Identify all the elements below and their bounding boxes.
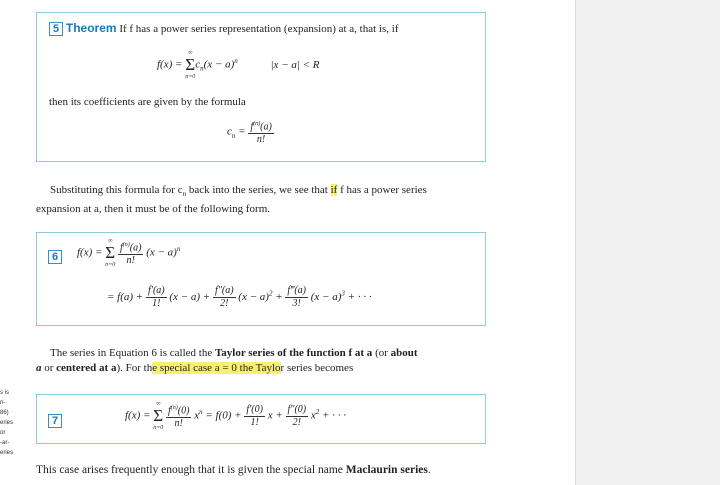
paragraph-substitution: Substituting this formula for $c_n$ back into the series, we see that if f has a power series expansion at a, then it must be of the following form. (36, 184, 427, 216)
paragraph-taylor-definition: The series in Equation 6 is called the Taylor series of the function f at a (or about a or centered at a). For the special case a = 0 the Taylor series becomes (36, 347, 418, 374)
highlight-special-case: e special case a = 0 the Taylo (152, 362, 281, 374)
equation-7-number: 7 (48, 414, 62, 428)
theorem-5-box (36, 12, 486, 162)
theorem-number: 5 (49, 22, 63, 36)
maclaurin-series-formula: f(x) = ∞ Σ n=0 $\frac{f^{(n)}(0)}{n!}$ $x^n = f(0)$ + $\frac{f'(0)}{1!}$ x + $\frac{f''(0)}{2!}$ $x^2$ + · · · (125, 401, 346, 431)
power-series-formula: f(x) = ∞ Σ n=0 $c_n(x - a)^n$ |x − a| < R (157, 50, 320, 80)
term-maclaurin-series: Maclaurin series (345, 464, 428, 476)
taylor-series-sum: f(x) = ∞ Σ n=0 $\frac{f^{(n)}(a)}{n!}$ $(x - a)^n$ (77, 238, 181, 268)
coefficient-formula: $c_n$ = $\frac{f^{(n)}(a)}{n!}$ (227, 118, 274, 146)
paragraph-maclaurin: This case arises frequently enough that it is given the special name Maclaurin series. (36, 464, 431, 476)
theorem-label: Theorem (65, 21, 117, 35)
theorem-follow-text: then its coefficients are given by the formula (49, 96, 246, 108)
viewer-side-panel (575, 0, 720, 485)
highlight-if: if (330, 184, 338, 196)
taylor-series-expanded: = f(a) + $\frac{f'(a)}{1!}$ (x − a) + $\frac{f''(a)}{2!}$ $(x - a)^2$ + $\frac{f‴(a)}{3!}$ $(x - a)^3$ + · · · (107, 285, 372, 309)
margin-note-fragment: s is n- 86) eries or -ar- eries (0, 390, 14, 456)
term-taylor-series: Taylor series of the function f at a (214, 347, 373, 359)
equation-6-number: 6 (48, 250, 62, 264)
equation-6-box (36, 232, 486, 326)
theorem-text: If f has a power series representation (expansion) at a, that is, if (119, 23, 399, 35)
equation-7-box (36, 394, 486, 444)
term-centered-at: centered at a (56, 362, 117, 374)
radius-condition: |x − a| < R (270, 58, 320, 71)
